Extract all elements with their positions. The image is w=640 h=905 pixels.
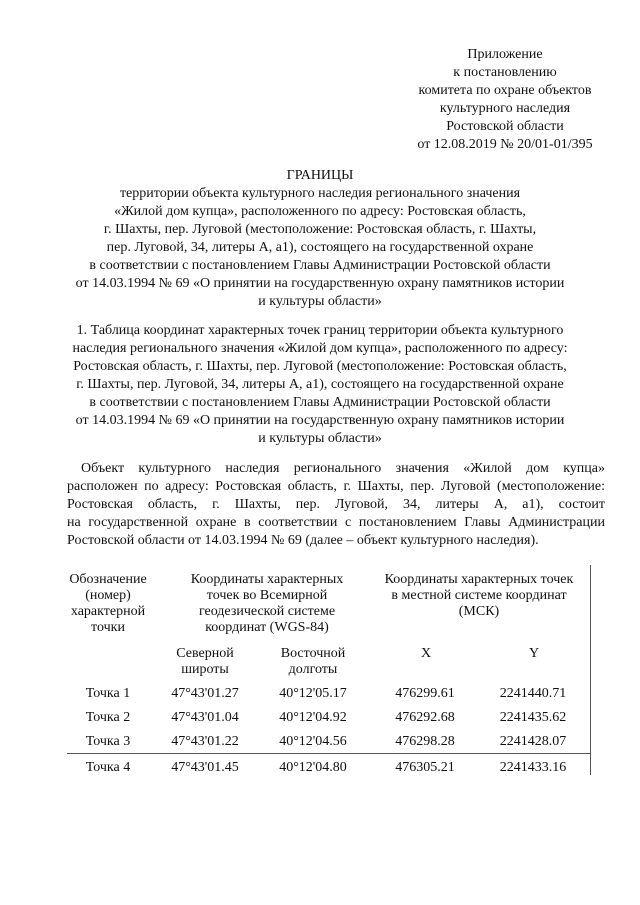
section-line: от 14.03.1994 № 69 «О принятии на государственную охрану памятников истории xyxy=(75,413,565,428)
title-line: «Жилой дом купца», расположенного по адресу: Ростовская область, xyxy=(114,204,526,219)
title-line: территории объекта культурного наследия регионального значения xyxy=(119,186,521,201)
paragraph-line: на государственной охране в соответствии с постановлением Главы Администрации xyxy=(67,515,605,530)
row-x: 476299.61 xyxy=(395,686,455,701)
row-y: 2241428.07 xyxy=(499,734,567,749)
title-line: от 14.03.1994 № 69 «О принятии на государственную охрану памятников истории xyxy=(75,276,565,291)
paragraph-line: Ростовской области от 14.03.1994 № 69 (далее – объект культурного наследия). xyxy=(67,533,539,548)
row-latitude: 47°43'01.22 xyxy=(171,734,239,749)
row-longitude: 40°12'04.56 xyxy=(279,734,347,749)
subheader-y: Y xyxy=(528,646,540,661)
section-line: наследия регионального значения «Жилой дом купца», расположенного по адресу: xyxy=(72,341,568,356)
appendix-line: Ростовской области xyxy=(446,119,564,134)
appendix-line: к постановлению xyxy=(453,65,557,80)
appendix-line: культурного наследия xyxy=(439,101,571,116)
row-point-name: Точка 1 xyxy=(85,686,131,701)
row-x: 476292.68 xyxy=(395,710,455,725)
subheader-latitude: Северной широты xyxy=(176,646,234,677)
table-row-divider xyxy=(67,753,590,754)
title-heading: ГРАНИЦЫ xyxy=(286,168,354,183)
appendix-line: комитета по охране объектов xyxy=(418,83,592,98)
row-x: 476298.28 xyxy=(395,734,455,749)
row-longitude: 40°12'05.17 xyxy=(279,686,347,701)
title-line: в соответствии с постановлением Главы Администрации Ростовской области xyxy=(89,258,551,273)
title-line: пер. Луговой, 34, литеры А, а1), состоящего на государственной охране xyxy=(106,240,534,255)
paragraph-line: расположен по адресу: Ростовская область, г. Шахты, пер. Луговой (местоположение: xyxy=(67,479,605,494)
appendix-line: от 12.08.2019 № 20/01-01/395 xyxy=(417,137,593,152)
section-line: Ростовская область, г. Шахты, пер. Луговой (местоположение: Ростовская область, xyxy=(73,359,567,374)
row-latitude: 47°43'01.45 xyxy=(171,760,239,775)
row-y: 2241435.62 xyxy=(499,710,567,725)
row-latitude: 47°43'01.27 xyxy=(171,686,239,701)
row-point-name: Точка 3 xyxy=(85,734,131,749)
row-y: 2241440.71 xyxy=(499,686,567,701)
row-point-name: Точка 4 xyxy=(85,760,131,775)
subheader-longitude: Восточной долготы xyxy=(280,646,346,677)
paragraph-line: Объект культурного наследия регионального значения «Жилой дом купца» xyxy=(81,461,605,476)
section-line: в соответствии с постановлением Главы Администрации Ростовской области xyxy=(89,395,551,410)
row-longitude: 40°12'04.80 xyxy=(279,760,347,775)
title-line: и культуры области» xyxy=(258,294,382,309)
header-point-designation: Обозначение (номер) характерной точки xyxy=(69,572,147,635)
appendix-line: Приложение xyxy=(467,47,543,62)
paragraph-line: Ростовская область, г. Шахты, пер. Луговой, 34, литеры А, а1), состоит xyxy=(67,497,605,512)
section-line: 1. Таблица координат характерных точек границ территории объекта культурного xyxy=(76,323,564,338)
header-msk: Координаты характерных точек в местной системе координат (МСК) xyxy=(384,572,574,619)
row-y: 2241433.16 xyxy=(499,760,567,775)
header-wgs84: Координаты характерных точек во Всемирной геодезической системе координат (WGS-84) xyxy=(190,572,344,635)
section-line: г. Шахты, пер. Луговой, 34, литеры А, а1), состоящего на государственной охране xyxy=(76,377,564,392)
row-point-name: Точка 2 xyxy=(85,710,131,725)
subheader-x: X xyxy=(420,646,432,661)
table-right-border xyxy=(590,565,591,775)
row-longitude: 40°12'04.92 xyxy=(279,710,347,725)
section-line: и культуры области» xyxy=(258,431,382,446)
title-line: г. Шахты, пер. Луговой (местоположение: Ростовская область, г. Шахты, xyxy=(103,222,537,237)
row-latitude: 47°43'01.04 xyxy=(171,710,239,725)
row-x: 476305.21 xyxy=(395,760,455,775)
